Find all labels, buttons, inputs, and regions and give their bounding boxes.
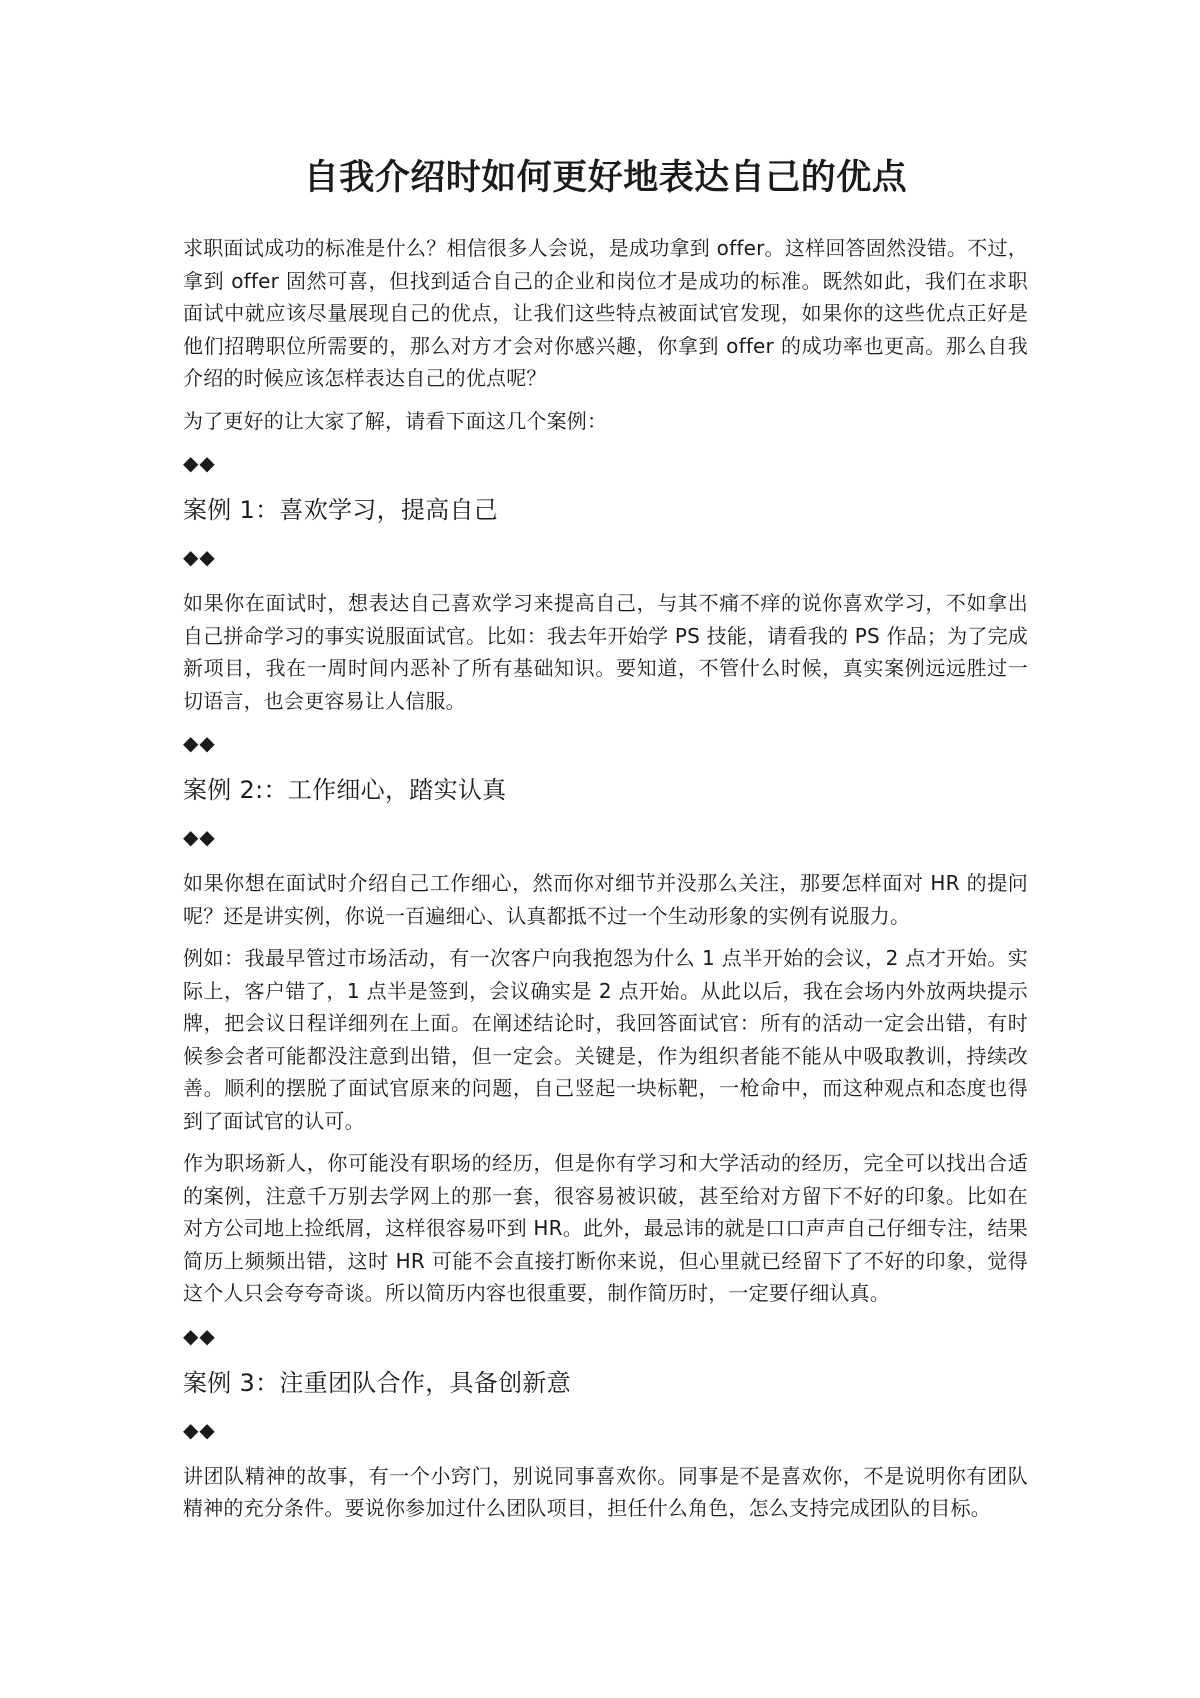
case-1-paragraph-1: 如果你在面试时，想表达自己喜欢学习来提高自己，与其不痛不痒的说你喜欢学习，不如拿出自己拼命学习的事实说服面试官。比如：我去年开始学 PS 技能，请看我的 PS 作品；为了完成新项目，我在一周时间内恶补了所有基础知识。要知道，不管什么时候，真实案例远远胜过一切语言，也会更容易让人信服。 [183, 591, 1029, 713]
intro-paragraph: 求职面试成功的标准是什么？相信很多人会说，是成功拿到 offer。这样回答固然没错。不过，拿到 offer 固然可喜，但找到适合自己的企业和岗位才是成功的标准。既然如此，我们在求职面试中就应该尽量展现自己的优点，让我们这些特点被面试官发现，如果你的这些优点正好是他们招聘职位所需要的，那么对方才会对你感兴趣，你拿到 offer 的成功率也更高。那么自我介绍的时候应该怎样表达自己的优点呢？ [183, 236, 1028, 390]
diamond-separator: ◆◆ [183, 1417, 216, 1442]
diamond-separator: ◆◆ [183, 1323, 216, 1348]
case-1-heading: 案例 1：喜欢学习，提高自己 [183, 496, 499, 524]
diamond-separator: ◆◆ [183, 545, 216, 569]
diamond-separator: ◆◆ [183, 825, 216, 849]
case-3-paragraph-1: 讲团队精神的故事，有一个小窍门，别说同事喜欢你。同事是不是喜欢你，不是说明你有团队精神的充分条件。要说你参加过什么团队项目，担任什么角色，怎么支持完成团队的目标。 [183, 1463, 1028, 1520]
case-3-heading: 案例 3：注重团队合作，具备创新意 [183, 1368, 571, 1397]
case-2-paragraph-1: 如果你想在面试时介绍自己工作细心，然而你对细节并没那么关注，那要怎样面对 HR 的提问呢？还是讲实例，你说一百遍细心、认真都抵不过一个生动形象的实例有说服力。 [183, 871, 1028, 928]
case-2-heading: 案例 2:：工作细心，踏实认真 [183, 776, 507, 804]
case-2-paragraph-3: 作为职场新人，你可能没有职场的经历，但是你有学习和大学活动的经历，完全可以找出合适的案例，注意千万别去学网上的那一套，很容易被识破，甚至给对方留下不好的印象。比如在对方公司地上捡纸屑，这样很容易吓到 HR。此外，最忌讳的就是口口声声自己仔细专注，结果简历上频频出错，这时 HR 可能不会直接打断你来说，但心里就已经留下了不好的印象，觉得这个人只会夸夸奇谈。所以简历内容也很重要，制作简历时，一定要仔细认真。 [183, 1151, 1028, 1305]
lead-in-paragraph: 为了更好的让大家了解，请看下面这几个案例： [183, 408, 608, 433]
document-title: 自我介绍时如何更好地表达自己的优点 [303, 157, 908, 198]
diamond-separator: ◆◆ [183, 451, 216, 475]
diamond-separator: ◆◆ [183, 731, 216, 755]
case-2-paragraph-2: 例如：我最早管过市场活动，有一次客户向我抱怨为什么 1 点半开始的会议，2 点才开始。实际上，客户错了，1 点半是签到，会议确实是 2 点开始。从此以后，我在会场内外放两块提示牌，把会议日程详细列在上面。在阐述结论时，我回答面试官：所有的活动一定会出错，有时候参会者可能都没注意到出错，但一定会。关键是，作为组织者能不能从中吸取教训，持续改善。顺利的摆脱了面试官原来的问题，自己竖起一块标靶，一枪命中，而这种观点和态度也得到了面试官的认可。 [183, 946, 1028, 1133]
document-page [183, 150, 1028, 1535]
